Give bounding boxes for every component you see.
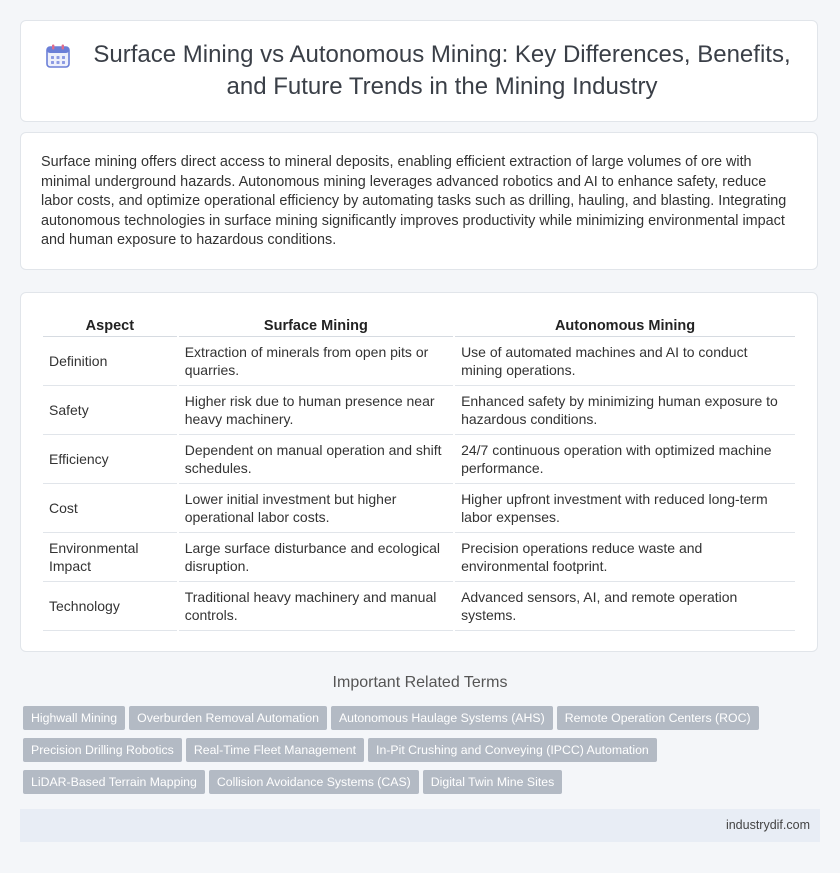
calendar-icon (45, 43, 71, 69)
term-tag[interactable]: Overburden Removal Automation (129, 706, 327, 730)
term-tag[interactable]: Real-Time Fleet Management (186, 738, 364, 762)
row-autonomous: Use of automated machines and AI to conduct mining operations. (455, 337, 795, 386)
term-tag[interactable]: Collision Avoidance Systems (CAS) (209, 770, 419, 794)
header-surface-mining: Surface Mining (179, 315, 453, 337)
row-surface: Dependent on manual operation and shift schedules. (179, 435, 453, 484)
term-tag[interactable]: In-Pit Crushing and Conveying (IPCC) Automation (368, 738, 657, 762)
table-header-row (43, 315, 795, 337)
header-autonomous-mining: Autonomous Mining (455, 315, 795, 337)
row-surface: Lower initial investment but higher operational labor costs. (179, 484, 453, 533)
row-autonomous: Precision operations reduce waste and environmental footprint. (455, 533, 795, 582)
footer (20, 809, 820, 842)
table-row (43, 582, 795, 631)
related-terms-list (23, 706, 823, 802)
row-autonomous: Enhanced safety by minimizing human exposure to hazardous conditions. (455, 386, 795, 435)
page-title: Surface Mining vs Autonomous Mining: Key Differences, Benefits, and Future Trends in the Mining Industry (93, 41, 791, 100)
row-aspect: Safety (43, 386, 177, 435)
comparison-card (20, 292, 818, 652)
row-aspect: Technology (43, 582, 177, 631)
comparison-table (41, 315, 797, 631)
intro-card (20, 132, 818, 270)
row-surface: Traditional heavy machinery and manual controls. (179, 582, 453, 631)
header-aspect: Aspect (43, 315, 177, 337)
row-autonomous: 24/7 continuous operation with optimized machine performance. (455, 435, 795, 484)
intro-paragraph: Surface mining offers direct access to mineral deposits, enabling efficient extraction of large volumes of ore with minimal underground hazards. Autonomous mining leverages advanced robotics and AI to enhance safety, reduce labor costs, and optimize operational efficiency by automating tasks such as drilling, hauling, and blasting. Integrating autonomous technologies in surface mining significantly improves productivity while minimizing environmental impact and human exposure to hazardous conditions. (41, 154, 787, 249)
term-tag[interactable]: Autonomous Haulage Systems (AHS) (331, 706, 553, 730)
row-aspect: Definition (43, 337, 177, 386)
row-autonomous: Advanced sensors, AI, and remote operation systems. (455, 582, 795, 631)
term-tag[interactable]: Digital Twin Mine Sites (423, 770, 562, 794)
row-surface: Extraction of minerals from open pits or quarries. (179, 337, 453, 386)
term-tag[interactable]: Precision Drilling Robotics (23, 738, 182, 762)
row-surface: Large surface disturbance and ecological disruption. (179, 533, 453, 582)
row-aspect: Efficiency (43, 435, 177, 484)
row-aspect: Environmental Impact (43, 533, 177, 582)
footer-site[interactable]: industrydif.com (725, 818, 810, 832)
row-autonomous: Higher upfront investment with reduced long-term labor expenses. (455, 484, 795, 533)
table-row (43, 484, 795, 533)
table-row (43, 533, 795, 582)
table-row (43, 386, 795, 435)
term-tag[interactable]: Highwall Mining (23, 706, 125, 730)
row-surface: Higher risk due to human presence near heavy machinery. (179, 386, 453, 435)
related-terms-heading: Important Related Terms (332, 674, 508, 691)
term-tag[interactable]: LiDAR-Based Terrain Mapping (23, 770, 205, 794)
row-aspect: Cost (43, 484, 177, 533)
title-card (20, 20, 818, 122)
term-tag[interactable]: Remote Operation Centers (ROC) (557, 706, 759, 730)
table-row (43, 337, 795, 386)
table-row (43, 435, 795, 484)
